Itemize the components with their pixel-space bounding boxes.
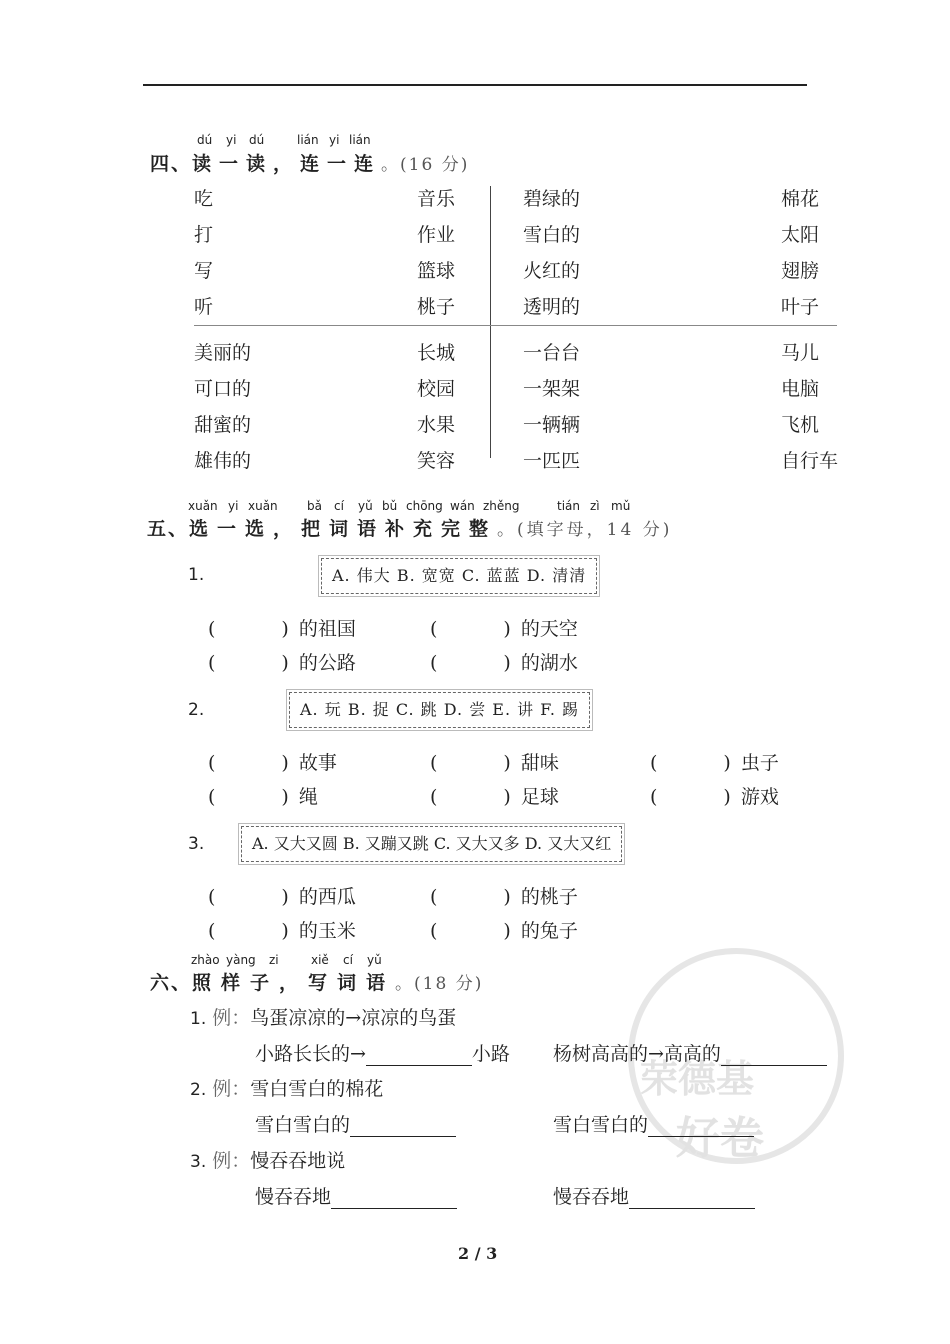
match-word: 听: [194, 296, 214, 318]
pinyin-mu: mǔ: [611, 499, 631, 513]
section-prefix: 六、: [150, 972, 193, 994]
pinyin-xie: xiě: [311, 953, 329, 967]
options-box: A. 玩 B. 捉 C. 跳 D. 尝 E. 讲 F. 踢: [289, 692, 590, 728]
match-word: 雄伟的: [194, 450, 252, 472]
example-line: 3. 例：慢吞吞地说: [190, 1150, 346, 1172]
pinyin-zhao: zhào: [191, 953, 220, 967]
pinyin-ba: bǎ: [307, 499, 322, 513]
fill-blank: ( ) 的公路: [208, 652, 356, 674]
match-word: 棉花: [781, 188, 820, 210]
match-word: 桃子: [417, 296, 456, 318]
match-word: 笑容: [417, 450, 456, 472]
match-word: 透明的: [523, 296, 581, 318]
match-word: 碧绿的: [523, 188, 581, 210]
pinyin-du: dú: [197, 133, 213, 147]
pinyin-wan: wán: [450, 499, 475, 513]
section-4-heading: [150, 149, 469, 176]
pinyin-zi: zì: [590, 499, 600, 513]
match-word: 叶子: [781, 296, 820, 318]
section-5-heading: [147, 514, 672, 541]
match-word: 音乐: [417, 188, 456, 210]
match-word: 太阳: [781, 224, 820, 246]
match-word: 一架架: [523, 378, 581, 400]
pinyin-tian: tián: [557, 499, 580, 513]
section-title: 选一选，把词语补充完整: [189, 518, 498, 540]
pinyin-xuan: xuǎn: [188, 499, 218, 513]
answer-line: 慢吞吞地: [255, 1182, 457, 1209]
answer-blank[interactable]: [366, 1045, 472, 1066]
fill-blank: ( ) 游戏: [650, 786, 779, 808]
answer-line: 小路长长的→ 小路: [255, 1043, 510, 1065]
answer-line: 雪白雪白的: [553, 1110, 754, 1137]
fill-blank: ( ) 的湖水: [430, 652, 578, 674]
answer-blank[interactable]: [721, 1045, 827, 1066]
pinyin-lian: lián: [297, 133, 319, 147]
section-score: 。(填字母，14 分): [497, 520, 673, 540]
options-box: A. 又大又圆 B. 又蹦又跳 C. 又大又多 D. 又大又红: [241, 826, 622, 862]
page-number: 2 / 3: [458, 1244, 498, 1263]
match-word: 马儿: [781, 342, 820, 364]
section-score: 。(16 分): [381, 155, 470, 175]
options-box: A. 伟大 B. 宽宽 C. 蓝蓝 D. 清清: [321, 558, 597, 594]
match-word: 长城: [417, 342, 456, 364]
match-word: 雪白的: [523, 224, 581, 246]
fill-blank: ( ) 足球: [430, 786, 559, 808]
header-rule: [143, 84, 807, 86]
example-line: 1. 例：鸟蛋凉凉的→凉凉的鸟蛋: [190, 1007, 457, 1029]
column-divider: [490, 186, 491, 458]
match-word: 翅膀: [781, 260, 820, 282]
match-word: 打: [194, 224, 214, 246]
pinyin-zheng: zhěng: [483, 499, 520, 513]
fill-blank: ( ) 的祖国: [208, 618, 356, 640]
pinyin-yi: yi: [329, 133, 340, 147]
match-word: 甜蜜的: [194, 414, 252, 436]
fill-blank: ( ) 甜味: [430, 752, 559, 774]
fill-blank: ( ) 的兔子: [430, 920, 578, 942]
pinyin-bu: bǔ: [382, 499, 398, 513]
match-word: 美丽的: [194, 342, 252, 364]
answer-line: 杨树高高的→高高的: [553, 1039, 827, 1066]
answer-line: 雪白雪白的: [255, 1110, 456, 1137]
question-number: 1.: [188, 565, 205, 585]
pinyin-yu: yǔ: [358, 499, 373, 513]
match-word: 自行车: [781, 450, 839, 472]
section-title: 照样子，写词语: [192, 972, 396, 994]
match-word: 可口的: [194, 378, 252, 400]
match-word: 校园: [417, 378, 456, 400]
section-6-heading: [150, 968, 483, 995]
match-word: 一台台: [523, 342, 581, 364]
question-number: 2.: [188, 700, 205, 720]
pinyin-chong: chōng: [406, 499, 443, 513]
example-line: 2. 例：雪白雪白的棉花: [190, 1078, 384, 1100]
pinyin-yang: yàng: [226, 953, 256, 967]
fill-blank: ( ) 的玉米: [208, 920, 356, 942]
watermark-text: 荣德基: [640, 1057, 755, 1101]
pinyin-ci: cí: [343, 953, 353, 967]
section-prefix: 四、: [150, 153, 193, 175]
answer-blank[interactable]: [629, 1188, 755, 1209]
match-word: 飞机: [781, 414, 820, 436]
match-word: 篮球: [417, 260, 456, 282]
pinyin-xuan: xuǎn: [248, 499, 278, 513]
answer-blank[interactable]: [648, 1116, 754, 1137]
answer-blank[interactable]: [350, 1116, 456, 1137]
section-prefix: 五、: [147, 518, 190, 540]
match-word: 一匹匹: [523, 450, 581, 472]
pinyin-du: dú: [249, 133, 265, 147]
row-divider: [194, 325, 837, 326]
watermark-text: 好卷: [676, 1113, 764, 1164]
fill-blank: ( ) 故事: [208, 752, 337, 774]
question-number: 3.: [188, 834, 205, 854]
match-word: 火红的: [523, 260, 581, 282]
match-word: 一辆辆: [523, 414, 581, 436]
pinyin-yu: yǔ: [367, 953, 382, 967]
match-word: 作业: [417, 224, 456, 246]
fill-blank: ( ) 的天空: [430, 618, 578, 640]
pinyin-yi: yi: [226, 133, 237, 147]
fill-blank: ( ) 的桃子: [430, 886, 578, 908]
fill-blank: ( ) 虫子: [650, 752, 779, 774]
fill-blank: ( ) 的西瓜: [208, 886, 356, 908]
pinyin-yi: yi: [228, 499, 239, 513]
pinyin-zi: zi: [269, 953, 279, 967]
match-word: 吃: [194, 188, 214, 210]
answer-line: 慢吞吞地: [553, 1182, 755, 1209]
section-title: 读一读，连一连: [192, 153, 382, 175]
answer-blank[interactable]: [331, 1188, 457, 1209]
match-word: 电脑: [781, 378, 820, 400]
pinyin-lian: lián: [349, 133, 371, 147]
pinyin-ci: cí: [334, 499, 344, 513]
match-word: 写: [194, 260, 214, 282]
fill-blank: ( ) 绳: [208, 786, 318, 808]
match-word: 水果: [417, 414, 456, 436]
section-score: 。(18 分): [395, 974, 484, 994]
